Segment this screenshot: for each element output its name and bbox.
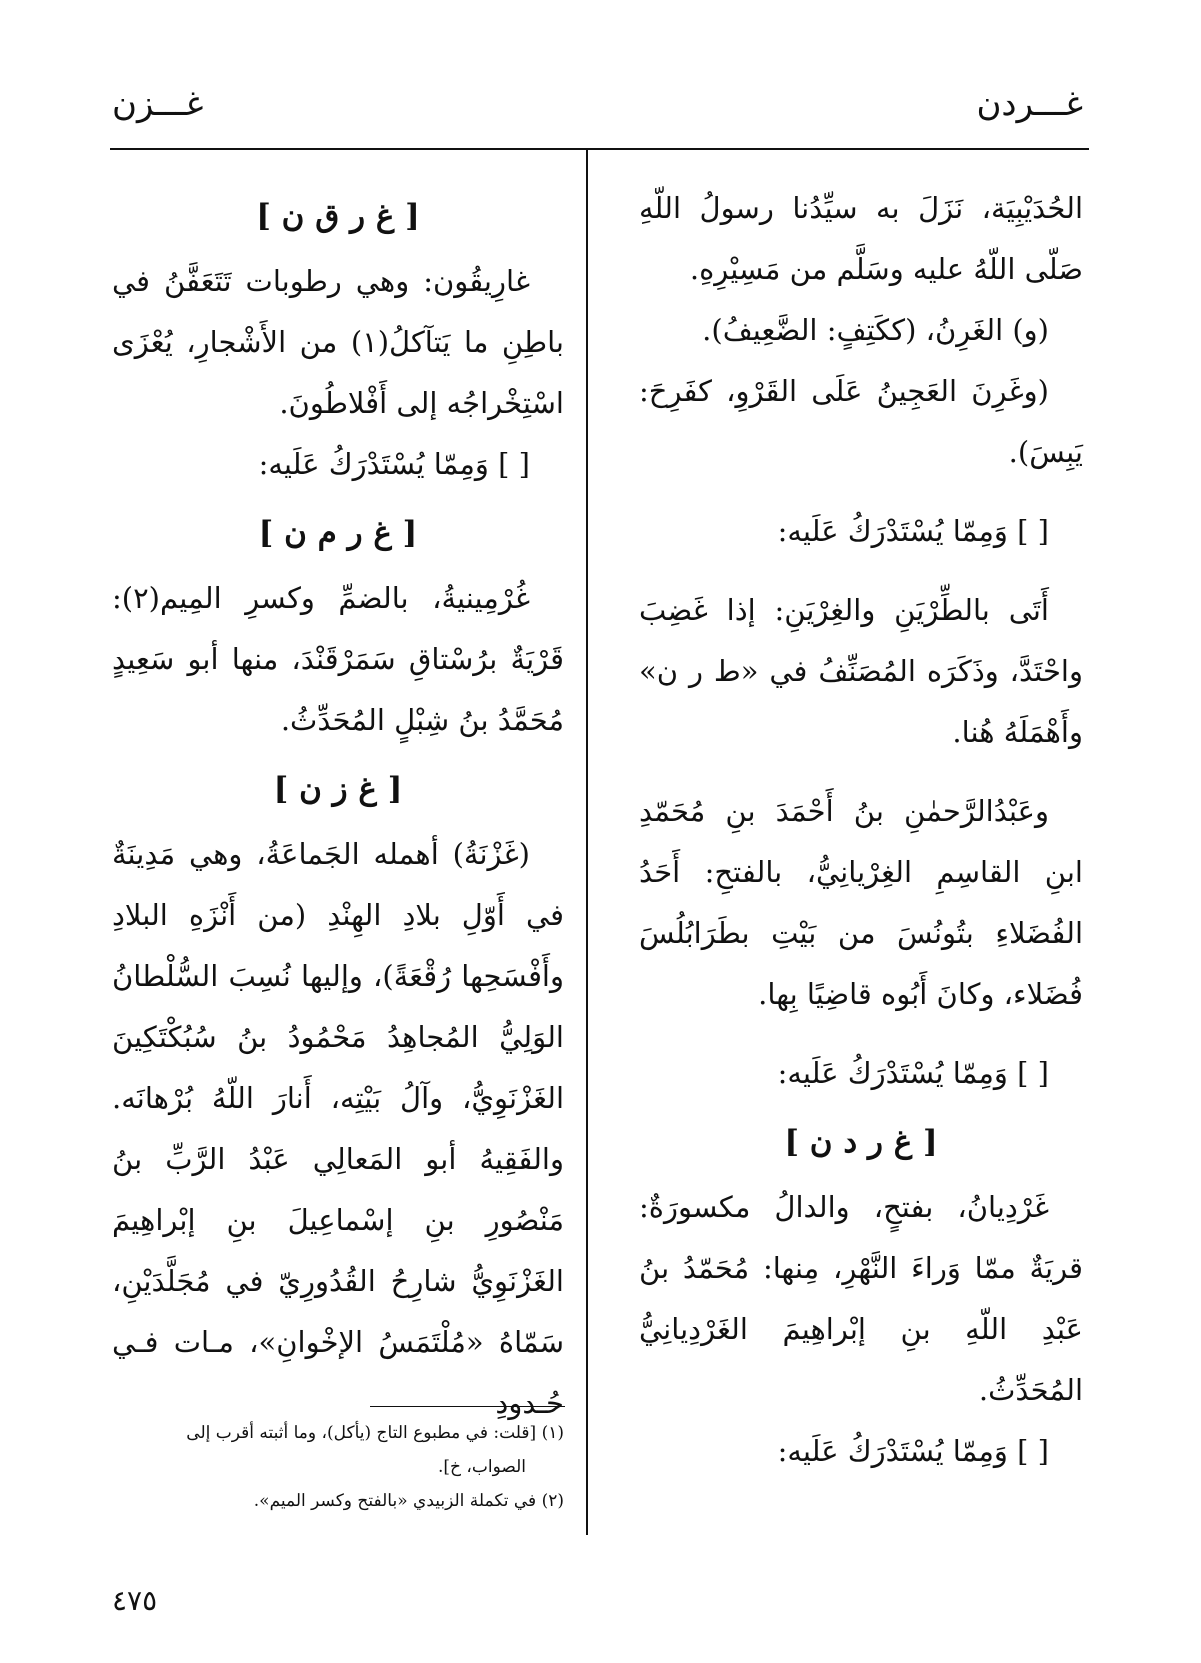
paragraph: غارِيقُون: وهي رطوبات تَتَعَفَّنُ في باطِنِ ما يَتآكلُ(١) من الأَشْجارِ، يُعْزَى اسْتِخْراجُه إلى أَفْلاطُونَ. (112, 264, 564, 420)
paragraph: غُرْمِينيةُ، بالضمِّ وكسرِ المِيم(٢): قَرْيَةٌ برُسْتاقِ سَمَرْقَنْدَ، منها أبو سَعِيدٍ مُحَمَّدُ بنُ شِبْلٍ المُحَدِّثُ. (112, 581, 564, 737)
paragraph: وعَبْدُالرَّحمٰنِ بنُ أَحْمَدَ بنِ مُحَمّدِ ابنِ القاسِمِ الغِرْيانِيُّ، بالفتحِ: أَحَدُ الفُضَلاءِ بتُونُسَ من بَيْتِ بطَرَابُلُسَ فُضَلاء، وكانَ أَبُوه قاضِيًا بِها. (639, 794, 1083, 1011)
addendum-line: [ ] وَمِمّا يُسْتَدْرَكُ عَلَيه: (258, 447, 530, 481)
footnote: (١) [قلت: في مطبوع التاج (يأكل)، وما أثبته أقرب إلى (186, 1423, 564, 1443)
paragraph: (و) الغَرِنُ، (ككَتِفٍ: الضَّعِيفُ). (702, 313, 1049, 347)
paragraph: (غَزْنَةُ) أهمله الجَماعَةُ، وهي مَدِينَةٌ في أَوّلِ بلادِ الهِنْدِ (من أَنْزَهِ البلادِ وأَفْسَحِها رُقْعَةً)، وإليها نُسِبَ السُّلْطانُ الوَلِيُّ المُجاهِدُ مَحْمُودُ بنُ سُبُكْتَكِينَ الغَزْنَوِيُّ، وآلُ بَيْتِه، أَنارَ اللّهُ بُرْهانَه. والفَقِيهُ أبو المَعالِي عَبْدُ الرَّبِّ بنُ مَنْصُورِ بنِ إسْماعِيلَ بنِ إبْراهِيمَ الغَزْنَوِيُّ شارِحُ القُدُورِيّ في مُجَلَّدَيْنِ، سَمّاهُ «مُلْتَمَسُ الإخْوانِ»، مـات فـي حُـدودِ (112, 837, 564, 1420)
addendum-line: [ ] وَمِمّا يُسْتَدْرَكُ عَلَيه: (777, 1434, 1049, 1468)
right-column (639, 178, 1083, 1482)
running-header-right: غـــردن (976, 84, 1083, 124)
footnotes (112, 1416, 564, 1518)
entry-heading: [ غ ر د ن ] (784, 1124, 938, 1160)
entry-heading: [ غ ز ن ] (273, 771, 403, 807)
addendum-line: [ ] وَمِمّا يُسْتَدْرَكُ عَلَيه: (777, 1056, 1049, 1090)
column-divider (586, 149, 588, 1535)
entry-heading: [ غ ر ق ن ] (256, 198, 420, 234)
addendum-line: [ ] وَمِمّا يُسْتَدْرَكُ عَلَيه: (777, 514, 1049, 548)
paragraph: غَرْدِيانُ، بفتحٍ، والدالُ مكسورَةٌ: قريَةٌ ممّا وَراءَ النَّهْرِ، مِنها: مُحَمّدُ بنُ عَبْدِ اللّهِ بنِ إبْراهِيمَ الغَرْدِيانِيُّ المُحَدِّثُ. (639, 1190, 1083, 1407)
footnote-continuation: الصواب، خ]. (437, 1457, 526, 1477)
paragraph: أَتَى بالطِّرْيَنِ والغِرْيَنِ: إذا غَضِبَ واحْتَدَّ، وذَكَرَه المُصَنِّفُ في «ط ر ن» وأَهْمَلَهُ هُنا. (639, 593, 1083, 749)
running-header-left: غـــزن (112, 84, 204, 124)
footnote: (٢) في تكملة الزبيدي «بالفتح وكسر الميم». (253, 1491, 564, 1511)
left-column (112, 178, 564, 1434)
paragraph: الحُدَيْبِيَة، نَزَلَ به سيِّدُنا رسولُ اللّهِ صَلّى اللّهُ عليه وسَلَّم من مَسِيْرِهِ. (639, 191, 1083, 286)
entry-heading: [ غ ر م ن ] (258, 515, 418, 551)
footnote-rule (370, 1406, 565, 1407)
header-rule (110, 148, 1089, 150)
paragraph: (وغَرِنَ العَجِينُ عَلَى القَرْوِ، كفَرِحَ: يَبِسَ). (639, 374, 1083, 469)
page-number: ٤٧٥ (112, 1584, 158, 1617)
